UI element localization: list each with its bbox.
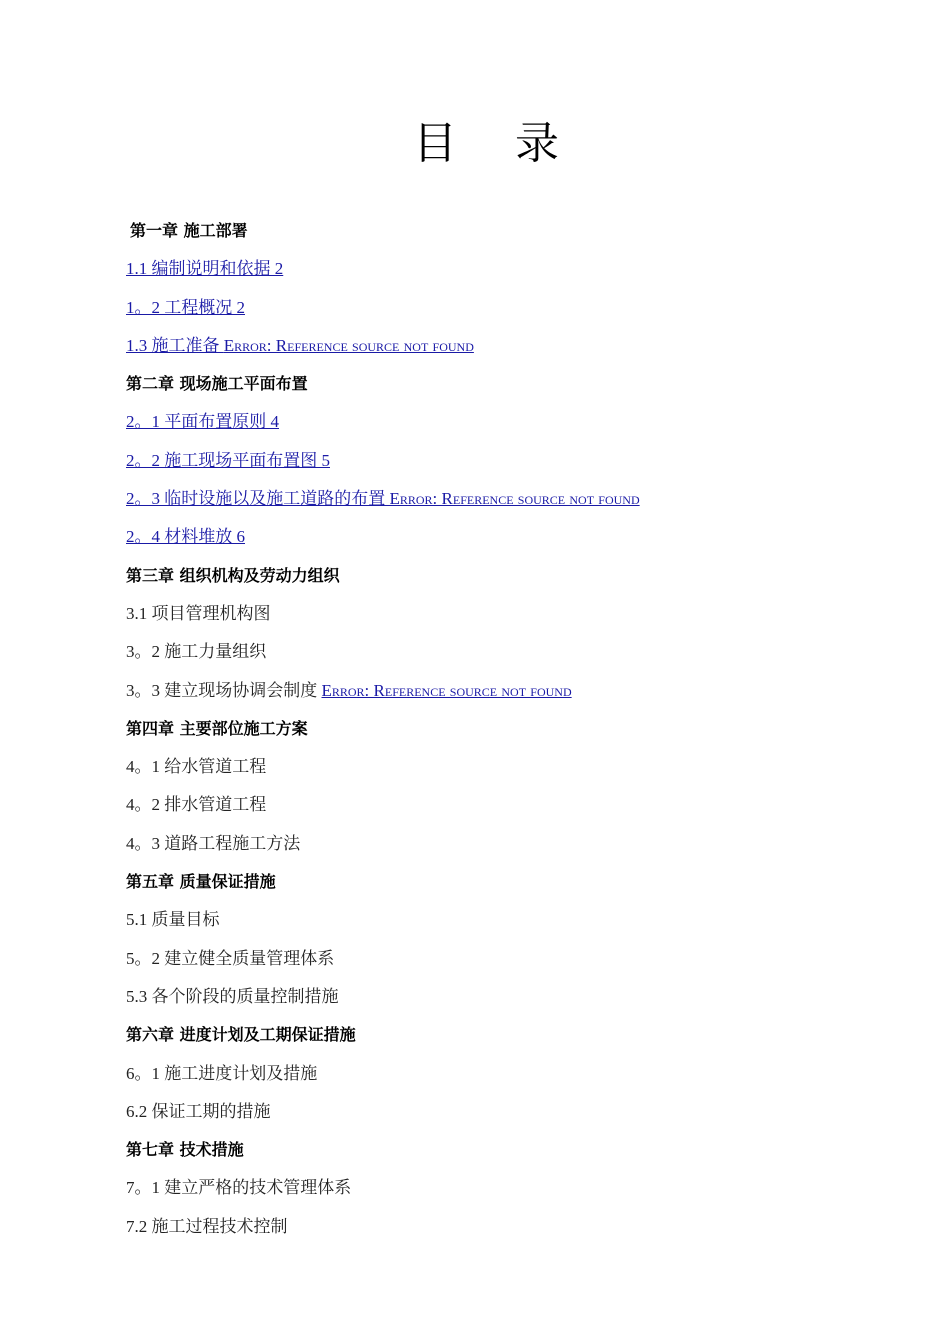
toc-link-1-3[interactable] [126,327,886,365]
toc-entry-3-2: 3。2 施工力量组织 [126,642,267,662]
toc-link-2-3[interactable] [126,480,886,518]
toc-link-2-1[interactable]: 2。1 平面布置原则 4 [126,412,279,432]
toc-entry-4-2: 4。2 排水管道工程 [126,795,267,815]
error-reference: Error: Reference source not found [223,335,474,355]
toc-link-1-2[interactable]: 1。2 工程概况 2 [126,297,245,317]
toc-entry-3-3 [126,672,886,710]
toc-entry-6-1: 6。1 施工进度计划及措施 [126,1063,318,1083]
toc-entry-5-1: 5.1 质量目标 [126,910,220,930]
error-reference: Error: Reference source not found [389,489,640,509]
toc-chapter-2: 第二章 现场施工平面布置 [126,374,308,394]
toc-entry-text: 3。3 建立现场协调会制度 [126,680,322,700]
toc-link-2-4[interactable]: 2。4 材料堆放 6 [126,527,245,547]
toc-entry-7-2: 7.2 施工过程技术控制 [126,1216,288,1236]
toc-entry-3-1: 3.1 项目管理机构图 [126,603,271,623]
toc-chapter-3: 第三章 组织机构及劳动力组织 [126,565,340,585]
toc-link-2-2[interactable]: 2。2 施工现场平面布置图 5 [126,450,330,470]
toc-link-1-1[interactable]: 1.1 编制说明和依据 2 [126,259,284,279]
toc-chapter-6: 第六章 进度计划及工期保证措施 [126,1025,356,1045]
toc-entry-5-3: 5.3 各个阶段的质量控制措施 [126,986,339,1006]
table-of-contents [126,212,886,1246]
toc-entry-5-2: 5。2 建立健全质量管理体系 [126,948,335,968]
page-title: 目 录 [413,118,581,169]
toc-chapter-4: 第四章 主要部位施工方案 [126,718,308,738]
toc-chapter-7: 第七章 技术措施 [126,1140,244,1160]
toc-chapter-1: 第一章 施工部署 [130,221,248,240]
toc-entry-7-1: 7。1 建立严格的技术管理体系 [126,1178,352,1198]
toc-entry-text: 2。3 临时设施以及施工道路的布置 [126,489,390,509]
toc-entry-4-3: 4。3 道路工程施工方法 [126,833,301,853]
error-reference-link[interactable]: Error: Reference source not found [321,680,572,700]
toc-entry-4-1: 4。1 给水管道工程 [126,757,267,777]
toc-chapter-5: 第五章 质量保证措施 [126,872,276,892]
toc-entry-text: 1.3 施工准备 [126,335,224,355]
toc-entry-6-2: 6.2 保证工期的措施 [126,1101,271,1121]
